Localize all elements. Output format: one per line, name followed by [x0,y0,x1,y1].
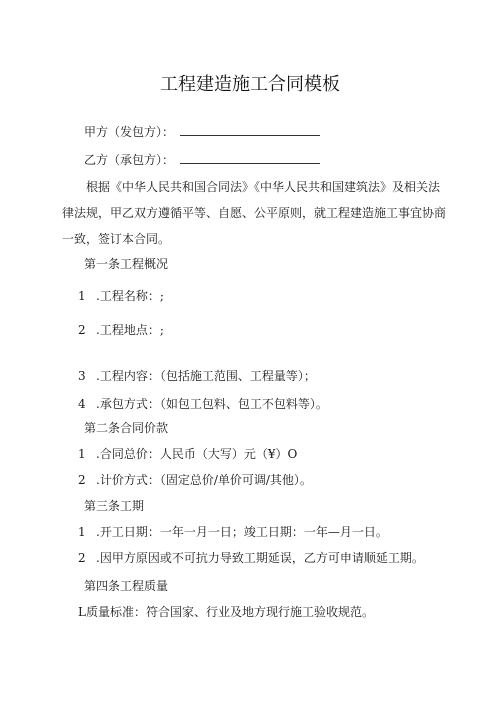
list-item [78,368,316,384]
item-text: L质量标准：符合国家、行业及地方现行施工验收规范。 [78,605,374,619]
party-b-line [84,152,320,168]
section-heading: 第二条合同价款 [84,421,169,435]
item-number: 4 [78,397,86,411]
item-text: .计价方式：（固定总价/单价可调/其他）。 [96,473,312,487]
party-b-label: 乙方（承包方）： [84,153,175,167]
section-heading: 第一条工程概况 [84,257,169,271]
list-item [78,446,297,462]
section-heading: 第三条工期 [84,499,145,513]
item-text: .工程名称：; [96,289,164,303]
item-number: 2 [78,473,86,487]
list-item [78,604,374,620]
item-number: 1 [78,447,86,461]
item-text: .因甲方原因或不可抗力导致工期延误，乙方可申请顺延工期。 [96,551,424,565]
item-text: .工程内容：（包括施工范围、工程量等）； [96,369,316,383]
item-text: .开工日期：一年一月一日；竣工日期：一年—月一日。 [96,525,388,539]
list-item [78,322,164,338]
item-text: .合同总价：人民币（大写）元（¥）O [96,447,298,461]
item-number: 2 [78,323,86,337]
list-item [78,550,424,566]
item-number: 3 [78,369,86,383]
item-text: .承包方式：（如包工包料、包工不包料等）。 [96,397,328,411]
party-a-line [84,124,320,140]
party-b-blank [180,153,320,164]
section-heading: 第四条工程质量 [84,579,169,593]
intro-paragraph [62,174,450,252]
item-number: 1 [78,289,86,303]
list-item [78,288,164,304]
intro-text: 根据《中华人民共和国合同法》《中华人民共和国建筑法》及相关法律法规，甲乙双方遵循平等、自愿、公平原则，就工程建造施工事宜协商一致，签订本合同。 [62,180,447,246]
list-item [78,524,388,540]
item-number: 1 [78,525,86,539]
list-item [78,472,312,488]
item-number: 2 [78,551,86,565]
party-a-blank [180,125,320,136]
item-text: .工程地点：; [96,323,164,337]
list-item [78,396,328,412]
page-title: 工程建造施工合同模板 [160,74,340,95]
party-a-label: 甲方（发包方）： [84,125,175,139]
